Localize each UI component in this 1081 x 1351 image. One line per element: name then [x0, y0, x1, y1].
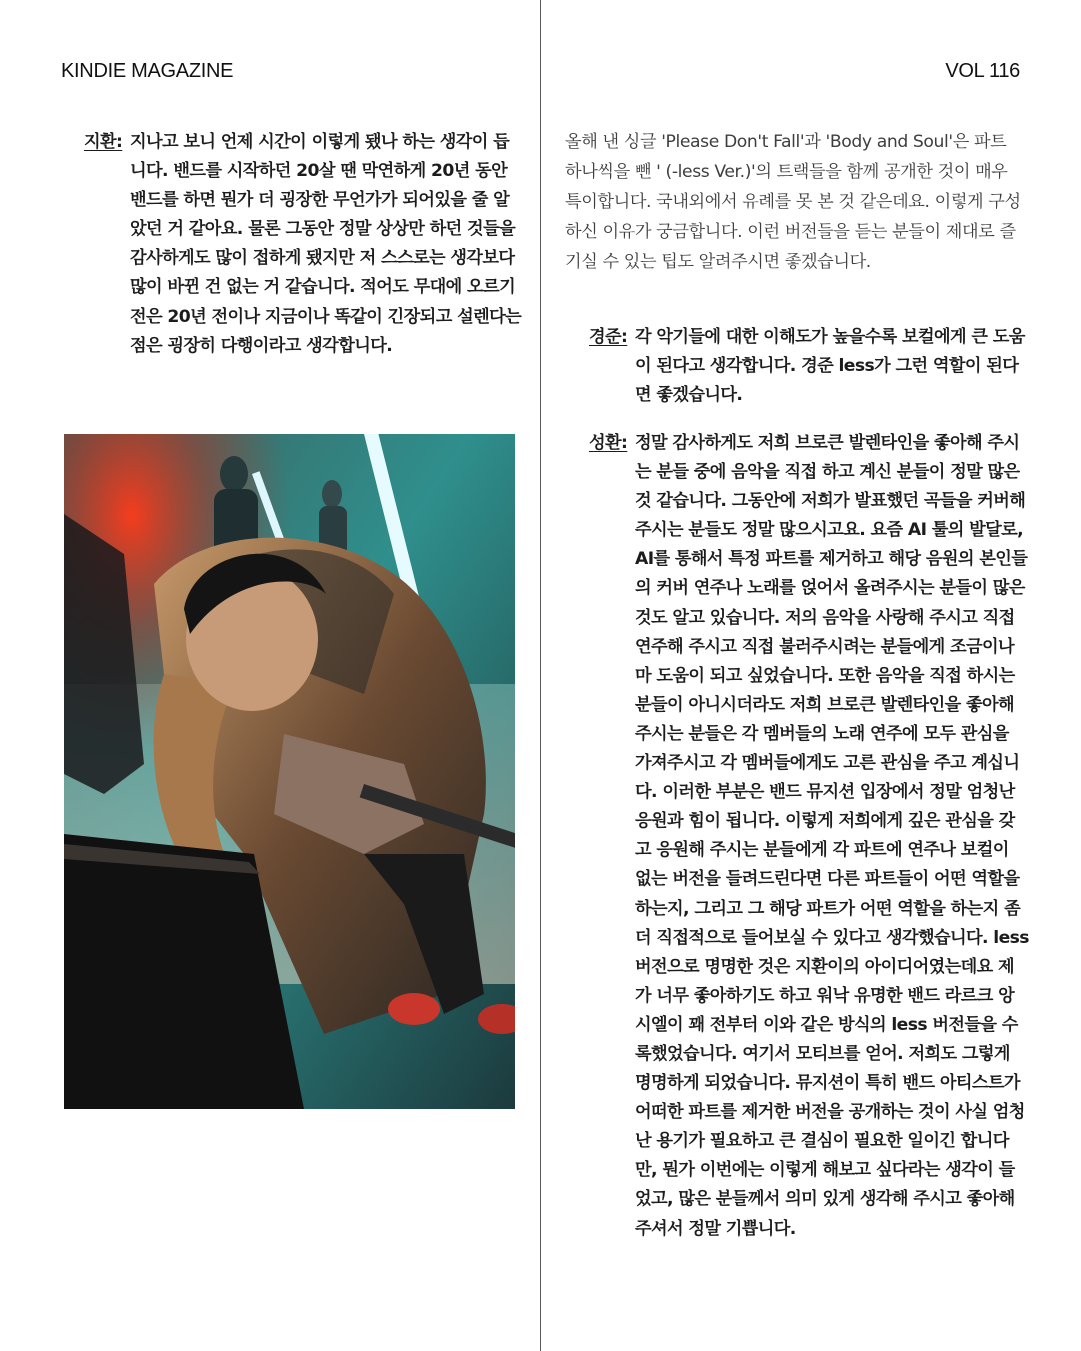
- answer-seonghwan: [589, 429, 1029, 1244]
- speaker-label: 지환:: [84, 132, 123, 152]
- answer-text: 정말 감사하게도 저희 브로큰 발렌타인을 좋아해 주시는 분들 중에 음악을 직접 하고 계신 분들이 정말 많은 것 같습니다. 그동안에 저희가 발표했던 곡들을 커버해 주시는 분들도 정말 많으시고요. 요즘 AI 툴의 발달로, AI를 통해서 특정 파트를 제거하고 해당 음원의 본인들의 커버 연주나 노래를 얹어서 올려주시는 분들이 많은 것도 알고 있습니다. 저의 음악을 사랑해 주시고 직접 연주해 주시고 직접 불러주시려는 분들에게 조금이나마 도움이 되고 싶었습니다. 또한 음악을 직접 하시는 분들이 아니시더라도 저희 브로큰 발렌타인을 좋아해 주시는 분들은 각 멤버들의 노래 연주에 모두 관심을 가져주시고 각 멤버들에게도 고른 관심을 주고 계십니다. 이러한 부분은 밴드 뮤지션 입장에서 정말 엄청난 응원과 힘이 됩니다. 이렇게 저희에게 깊은 관심을 갖고 응원해 주시는 분들에게 각 파트에 연주나 보컬이 없는 버전을 들려드린다면 다른 파트들이 어떤 역할을 하는지, 그리고 그 해당 파트가 어떤 역할을 하는지 좀 더 직접적으로 들어보실 수 있다고 생각했습니다. less 버전으로 명명한 것은 지환이의 아이디어였는데요 제가 너무 좋아하기도 하고 워낙 유명한 밴드 라르크 앙 시엘이 꽤 전부터 이와 같은 방식의 less 버전들을 수록했었습니다. 여기서 모티브를 얻어. 저희도 그렇게 명명하게 되었습니다. 뮤지션이 특히 밴드 아티스트가 어떠한 파트를 제거한 버전을 공개하는 것이 사실 엄청난 용기가 필요하고 큰 결심이 필요한 일이긴 합니다만, 뭔가 이번에는 이렇게 해보고 싶다라는 생각이 들었고, 많은 분들께서 의미 있게 생각해 주시고 좋아해 주셔서 정말 기쁩니다.: [635, 433, 1029, 1239]
- speaker-label: 성환:: [589, 433, 628, 453]
- issue-volume: VOL 116: [945, 60, 1020, 82]
- answer-gyeongjun: [589, 323, 1029, 410]
- interview-question: 올해 낸 싱글 'Please Don't Fall'과 'Body and Soul'은 파트 하나씩을 뺀 ' (-less Ver.)'의 트랙들을 함께 공개한 것이 매우 특이합니다. 국내외에서 유례를 못 본 것 같은데요. 이렇게 구성하신 이유가 궁금합니다. 이런 버전들을 듣는 분들이 제대로 즐기실 수 있는 팁도 알려주시면 좋겠습니다.: [565, 132, 1021, 272]
- guitarist-performance-photo: [64, 434, 515, 1109]
- answer-text: 각 악기들에 대한 이해도가 높을수록 보컬에게 큰 도움이 된다고 생각합니다. 경준 less가 그런 역할이 된다면 좋겠습니다.: [635, 327, 1025, 406]
- answer-text: 지나고 보니 언제 시간이 이렇게 됐나 하는 생각이 듭니다. 밴드를 시작하던 20살 땐 막연하게 20년 동안 밴드를 하면 뭔가 더 굉장한 무언가가 되어있을 줄 알았던 거 같아요. 물론 그동안 정말 상상만 하던 것들을 감사하게도 많이 접하게 됐지만 저 스스로는 생각보다 많이 바뀐 건 없는 거 같습니다. 적어도 무대에 오르기 전은 20년 전이나 지금이나 똑같이 긴장되고 설렌다는 점은 굉장히 다행이라고 생각합니다.: [130, 132, 522, 356]
- magazine-name: KINDIE MAGAZINE: [61, 60, 234, 82]
- answer-jihwan: [84, 128, 524, 361]
- speaker-label: 경준:: [589, 327, 628, 347]
- column-divider: [540, 0, 541, 1351]
